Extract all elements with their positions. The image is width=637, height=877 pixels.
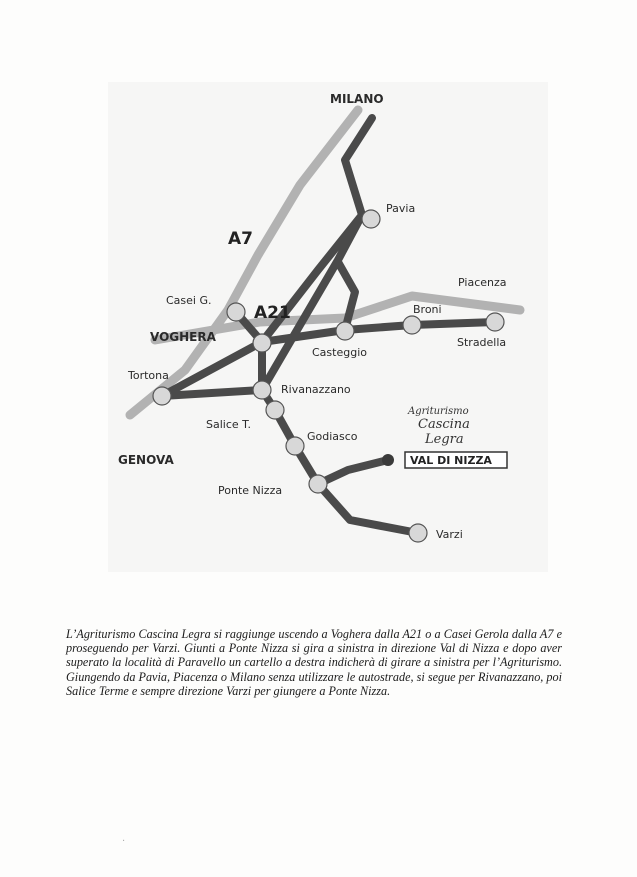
label-tortona: Tortona [128,369,169,382]
label-a21: A21 [254,303,291,323]
brand-line-3: Legra [425,432,464,447]
label-casei: Casei G. [166,294,212,307]
label-ponte-nizza: Ponte Nizza [218,484,283,497]
label-casteggio: Casteggio [312,346,367,359]
scan-speck: · [122,836,126,847]
node-rivanazzano [253,381,271,399]
node-ponte-nizza [309,475,327,493]
brand-line-2: Cascina [418,417,470,432]
brand-line-1: Agriturismo [408,406,469,417]
label-voghera: VOGHERA [150,330,216,344]
label-stradella: Stradella [457,336,507,349]
node-broni [403,316,421,334]
node-val-di-nizza [382,454,394,466]
node-casei [227,303,245,321]
label-a7: A7 [228,229,253,249]
label-godiasco: Godiasco [307,430,358,443]
label-broni: Broni [413,303,442,316]
node-stradella [486,313,504,331]
node-salice [266,401,284,419]
label-val-di-nizza: VAL DI NIZZA [410,454,492,467]
label-pavia: Pavia [386,202,416,215]
node-casteggio [336,322,354,340]
label-milano: MILANO [330,92,384,106]
label-varzi: Varzi [436,528,463,541]
node-pavia [362,210,380,228]
label-rivanazzano: Rivanazzano [281,383,351,396]
directions-caption: L’Agriturismo Cascina Legra si raggiunge uscendo a Voghera dalla A21 o a Casei Gerola dalla A7 e proseguendo per Varzi. Giunti a Ponte Nizza si gira a sinistra in direzione Val di Nizza e dopo aver superato la località di Paravello un cartello a destra indicherà di girare a sinistra per l’Agriturismo. Giungendo da Pavia, Piacenza o Milano senza utilizzare le autostrade, si segue per Rivanazzano, poi Salice Terme e sempre direzione Varzi per giungere a Ponte Nizza. [66,627,562,698]
label-piacenza: Piacenza [458,276,507,289]
node-tortona [153,387,171,405]
label-genova: GENOVA [118,453,174,467]
val-di-nizza-box [405,452,507,468]
label-salice: Salice T. [206,418,252,431]
node-varzi [409,524,427,542]
node-voghera [253,334,271,352]
node-godiasco [286,437,304,455]
